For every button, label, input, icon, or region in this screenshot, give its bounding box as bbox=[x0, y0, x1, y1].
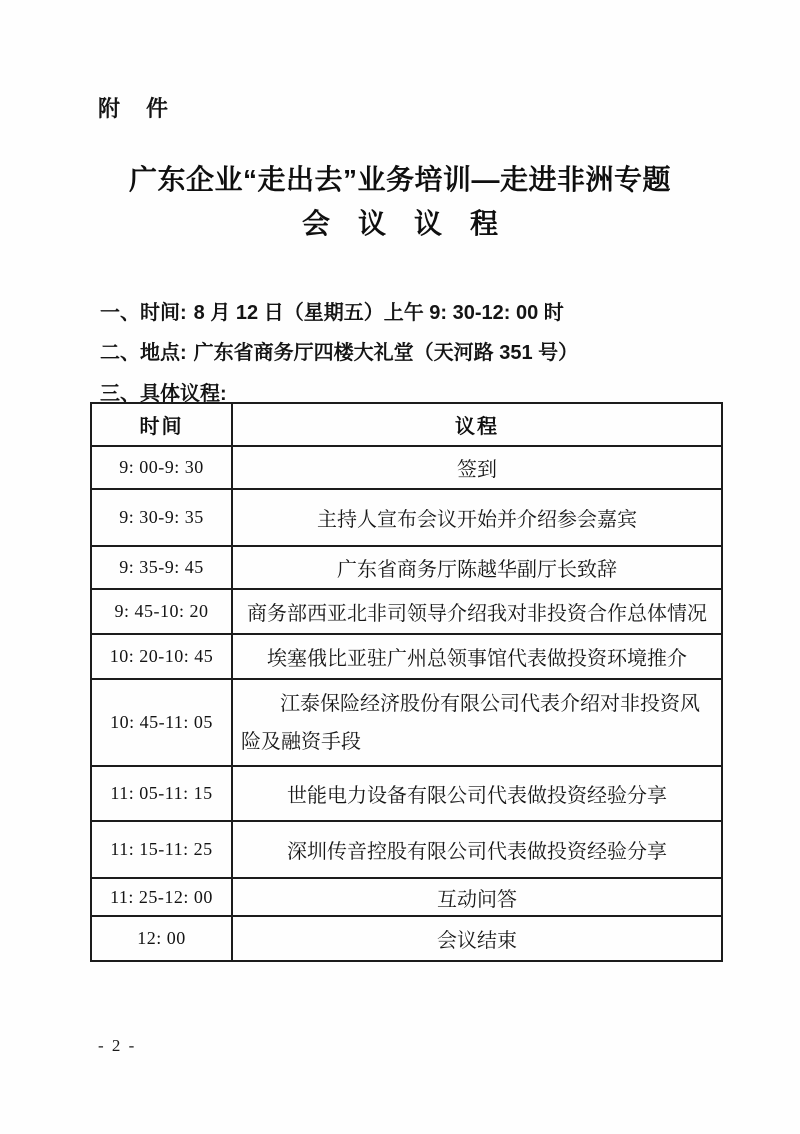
table-row bbox=[91, 589, 722, 634]
attachment-label: 附 件 bbox=[98, 96, 171, 121]
time-cell: 12: 00 bbox=[91, 916, 232, 961]
meeting-location-label: 二、地点: bbox=[100, 342, 187, 364]
document-title: 广东企业“走出去”业务培训—走进非洲专题 bbox=[128, 164, 671, 195]
agenda-cell: 签到 bbox=[232, 446, 722, 489]
table-row bbox=[91, 916, 722, 961]
agenda-cell: 深圳传音控股有限公司代表做投资经验分享 bbox=[232, 821, 722, 878]
time-cell: 9: 45-10: 20 bbox=[91, 589, 232, 634]
time-cell: 10: 20-10: 45 bbox=[91, 634, 232, 679]
agenda-cell: 江泰保险经济股份有限公司代表介绍对非投资风险及融资手段 bbox=[232, 679, 722, 766]
meeting-location-line bbox=[100, 336, 578, 365]
table-header-row bbox=[91, 403, 722, 446]
meeting-time-value: 8 月 12 日（星期五）上午 9: 30-12: 00 时 bbox=[193, 302, 564, 324]
meeting-time-label: 一、时间: bbox=[100, 302, 187, 324]
document-subtitle: 会 议 议 程 bbox=[301, 208, 498, 239]
agenda-cell: 世能电力设备有限公司代表做投资经验分享 bbox=[232, 766, 722, 821]
table-row bbox=[91, 766, 722, 821]
table-row bbox=[91, 446, 722, 489]
agenda-section-label: 三、具体议程: bbox=[100, 383, 227, 405]
table-header-time: 时间 bbox=[91, 403, 232, 446]
table-header-agenda: 议程 bbox=[232, 403, 722, 446]
table-row bbox=[91, 679, 722, 766]
agenda-cell: 广东省商务厅陈越华副厅长致辞 bbox=[232, 546, 722, 589]
document-title-block bbox=[0, 164, 800, 240]
agenda-table bbox=[90, 402, 723, 962]
agenda-cell: 商务部西亚北非司领导介绍我对非投资合作总体情况 bbox=[232, 589, 722, 634]
table-row bbox=[91, 546, 722, 589]
meeting-time-line bbox=[100, 296, 564, 325]
agenda-cell: 会议结束 bbox=[232, 916, 722, 961]
table-row bbox=[91, 489, 722, 546]
agenda-cell: 埃塞俄比亚驻广州总领事馆代表做投资环境推介 bbox=[232, 634, 722, 679]
table-row bbox=[91, 821, 722, 878]
page-number: - 2 - bbox=[98, 1036, 137, 1055]
table-row bbox=[91, 878, 722, 916]
meeting-location-value: 广东省商务厅四楼大礼堂（天河路 351 号） bbox=[193, 342, 579, 364]
time-cell: 11: 05-11: 15 bbox=[91, 766, 232, 821]
time-cell: 10: 45-11: 05 bbox=[91, 679, 232, 766]
time-cell: 9: 00-9: 30 bbox=[91, 446, 232, 489]
agenda-cell: 主持人宣布会议开始并介绍参会嘉宾 bbox=[232, 489, 722, 546]
agenda-cell: 互动问答 bbox=[232, 878, 722, 916]
time-cell: 9: 30-9: 35 bbox=[91, 489, 232, 546]
time-cell: 11: 25-12: 00 bbox=[91, 878, 232, 916]
table-row bbox=[91, 634, 722, 679]
time-cell: 9: 35-9: 45 bbox=[91, 546, 232, 589]
time-cell: 11: 15-11: 25 bbox=[91, 821, 232, 878]
